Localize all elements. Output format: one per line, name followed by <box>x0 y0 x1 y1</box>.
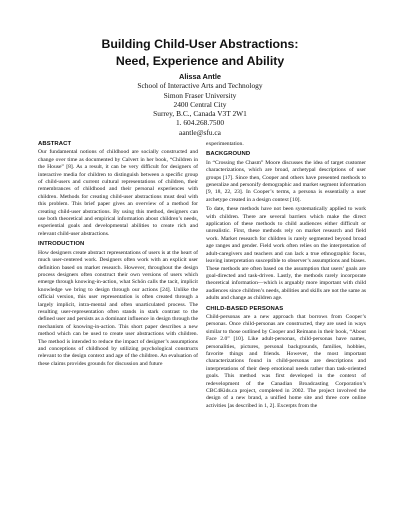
background-para-1: In “Crossing the Chasm” Moore discusses the idea of target customer characterizations, which are broad, archetypal descriptions of user groups [17]. Since then, Cooper and others have presented methods to generalize and personify demographic and market segment information [9, 18, 22, 23]. In Cooper’s terms, a persona is essentially a user archetype created in a design context [10]. <box>206 159 366 203</box>
background-para-2: To date, these methods have not been systematically applied to work with children. There are several barriers which make the direct application of these methods to child audiences either difficult or unrealistic. First, these methods rely on market research and field work. Market research for children is rarely segmented beyond broad age ranges and gender. Field work often relies on the interpretation of adult-caregivers and teachers and can lack a true ethnographic focus, leaving interpretation susceptible to observer’s assumptions and biases. These methods are often based on the assumption that users’ goals are goal-directed and task-driven. Lastly, the methods rarely incorporate theoretical information—which is arguably more important with child audiences since children’s needs, abilities and skills are not the same as adults and change as children age. <box>206 206 366 302</box>
title-line-1: Building Child-User Abstractions: <box>101 37 299 51</box>
author-email: aantle@sfu.ca <box>179 127 221 137</box>
author-block <box>0 72 400 137</box>
personas-body: Child-personas are a new approach that borrows from Cooper’s personas. Once child-personas are constructed, they are used in ways similar to those outlined by Cooper and Reimann in their book, “About Face 2.0” [10]. Like adult-personas, child-personas have names, personalities, pictures, personal backgrounds, families, hobbies, favorite things and friends. However, the most important characterizations found in child-personas are descriptions and interpretations of their deep emotional needs rather than task-oriented goals. This method was first developed in the context of redevelopment of the Canadian Broadcasting Corporation’s CBC4Kids.ca project, completed in 2002. The project involved the design of a new brand, a unified home site and three core online activities [as described in 1, 2]. Excerpts from the <box>206 313 366 409</box>
author-name: Alissa Antle <box>178 72 222 81</box>
author-phone: 1. 604.268.7500 <box>175 118 225 128</box>
abstract-heading: ABSTRACT <box>38 141 72 147</box>
author-university: Simon Fraser University <box>163 90 237 100</box>
abstract-body: Our fundamental notions of childhood are socially constructed and change over time as documented by Calvert in her book, “Children in the House” [8]. As a result, it can be very difficult for designers of interactive media for children to distinguish between a specific group of child-users and current cultural representations of children, their remembrances of childhood and their personal experiences with children. Methods for creating child-user abstractions must deal with this problem. This brief paper gives an overview of a method for creating child-user abstractions. By using this method, designers can use both theoretical and empirical information about children’s needs, experiential goals and developmental abilities to create rich and relevant child-user abstractions. <box>38 149 198 237</box>
author-street: 2400 Central City <box>173 99 227 109</box>
paper-title <box>0 36 400 70</box>
author-affiliation: School of Interactive Arts and Technology <box>137 81 263 91</box>
personas-heading: CHILD-BASED PERSONAS <box>206 305 284 312</box>
introduction-continued: experimentation. <box>206 141 244 147</box>
introduction-body: How designers create abstract representations of users is at the heart of much user-centered work. Designers often work with an explicit user definition based on market research. However, throughout the design process designers often construct their own versions of users which emerge through knowing-in-action, what Schön calls the tacit, implicit knowledge we bring to design through our actions [24]. Unlike the official version, this user representation is often created through a largely implicit, intra-mental and often unarticulated process. The resulting user-representation often stands in stark contrast to the defined user and persists as a dominant influence in design through the mechanism of knowing-in-action. This short paper describes a new method which can be used to create user abstractions with children. The method is intended to reduce the impact of designer’s assumptions and conceptions of childhood by utilizing psychological constructs relevant to the design context and age of the children. An evaluation of these claims provides grounds for discussion and future <box>38 249 198 367</box>
right-column <box>206 141 366 412</box>
background-heading: BACKGROUND <box>206 151 251 158</box>
left-column <box>38 141 198 370</box>
introduction-heading: INTRODUCTION <box>38 241 85 248</box>
title-line-2: Need, Experience and Ability <box>115 54 285 68</box>
author-city: Surrey, B.C., Canada V3T 2W1 <box>153 109 247 119</box>
